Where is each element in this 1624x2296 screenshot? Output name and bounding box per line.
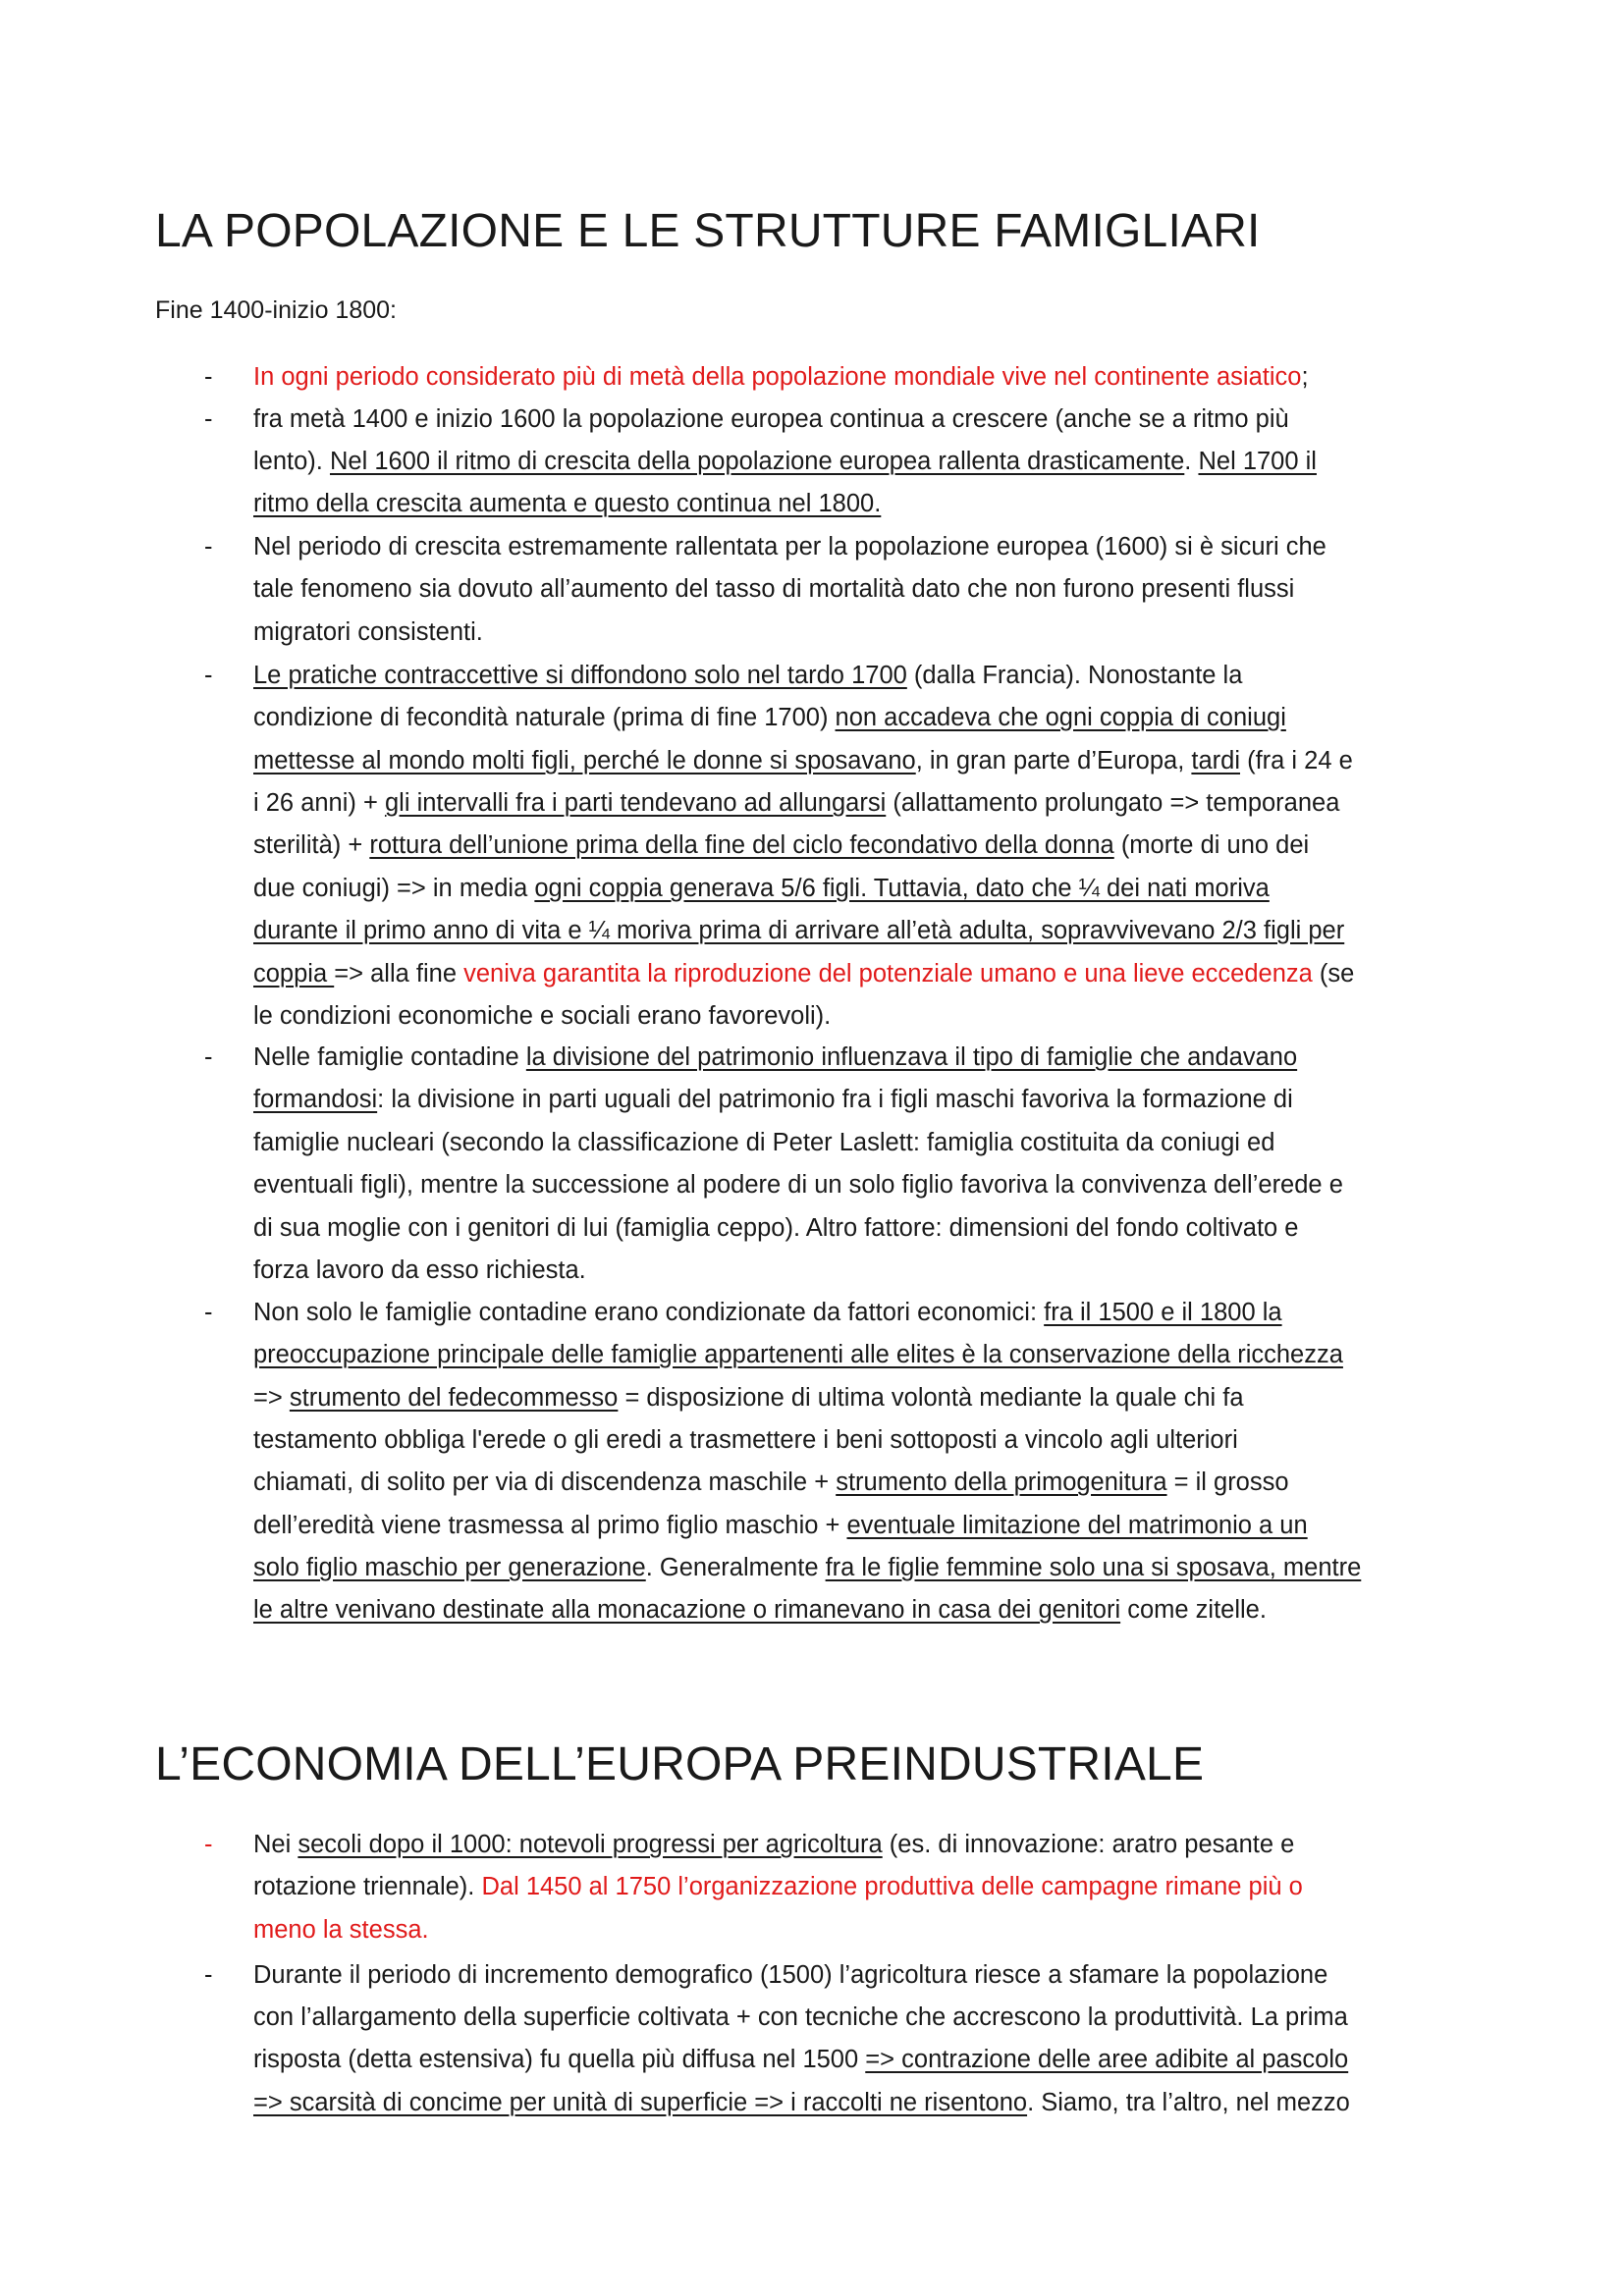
text-line xyxy=(253,2091,1350,2116)
intro-text: Fine 1400-inizio 1800: xyxy=(155,296,397,324)
text-line xyxy=(253,1386,1244,1412)
underlined-text: fra il 1500 e il 1800 la xyxy=(1044,1299,1282,1326)
underlined-text: strumento della primogenitura xyxy=(836,1468,1167,1496)
text-line xyxy=(253,1216,1299,1242)
underlined-text: le altre venivano destinate alla monacazione o rimanevano in casa dei genitori xyxy=(253,1596,1121,1624)
bullet-dash: - xyxy=(204,662,213,689)
text-span: famiglie nucleari (secondo la classificazione di Peter Laslett: famiglia costituita da coniugi ed xyxy=(253,1129,1275,1156)
text-span: : la divisione in parti uguali del patrimonio fra i figli maschi favoriva la formazione di xyxy=(377,1086,1293,1113)
text-line xyxy=(253,1556,1361,1581)
underlined-text: => contrazione delle aree adibite al pascolo xyxy=(865,2046,1349,2073)
underlined-text: Nel 1700 il xyxy=(1198,448,1317,475)
text-line xyxy=(253,919,1344,944)
underlined-text: Nel 1600 il ritmo di crescita della popolazione europea rallenta drasticamente xyxy=(329,448,1185,475)
text-line xyxy=(253,492,881,517)
text-span: . Siamo, tra l’altro, nel mezzo xyxy=(1027,2089,1350,2116)
text-line xyxy=(253,749,1353,774)
text-span: (se xyxy=(1312,960,1355,988)
section-title-economy: L’ECONOMIA DELL’EUROPA PREINDUSTRIALE xyxy=(155,1738,1205,1790)
text-line xyxy=(253,2048,1348,2073)
text-span: migratori consistenti. xyxy=(253,618,483,646)
text-span: => alla fine xyxy=(334,960,464,988)
text-span: eventuali figli), mentre la successione al podere di un solo figlio favoriva la convivenza dell’erede e xyxy=(253,1171,1343,1199)
underlined-text: tardi xyxy=(1191,747,1241,774)
text-line xyxy=(253,620,483,646)
text-span: chiamati, di solito per via di discendenza maschile + xyxy=(253,1468,837,1496)
underlined-text: mettesse al mondo molti figli, perché le donne si sposavano xyxy=(253,747,916,774)
text-span: di sua moglie con i genitori di lui (famiglia ceppo). Altro fattore: dimensioni del fondo coltivato e xyxy=(253,1214,1299,1242)
text-span: rotazione triennale). xyxy=(253,1873,482,1900)
text-span: testamento obbliga l'erede o gli eredi a trasmettere i beni sottoposti a vincolo agli ulteriori xyxy=(253,1426,1238,1454)
text-span: (es. di innovazione: aratro pesante e xyxy=(882,1831,1295,1858)
underlined-text: la divisione del patrimonio influenzava il tipo di famiglie che andavano xyxy=(525,1043,1298,1071)
text-span: condizione di fecondità naturale (prima di fine 1700) xyxy=(253,704,836,731)
underlined-text: rottura dell’unione prima della fine del ciclo fecondativo della donna xyxy=(369,831,1114,859)
text-span: ; xyxy=(1301,363,1309,391)
underlined-text: => scarsità di concime per unità di superficie => i raccolti ne risentono xyxy=(253,2089,1028,2116)
bullet-dash: - xyxy=(204,363,213,391)
text-span: Nel periodo di crescita estremamente rallentata per la popolazione europea (1600) si è sicuri che xyxy=(253,533,1326,561)
highlight-red-text: meno la stessa. xyxy=(253,1916,429,1944)
text-line xyxy=(253,1598,1267,1624)
text-line xyxy=(253,535,1326,561)
text-span: = il grosso xyxy=(1166,1468,1289,1496)
underlined-text: preoccupazione principale delle famiglie appartenenti alle elites è la conservazione della ricchezza xyxy=(253,1341,1343,1368)
text-line xyxy=(253,365,1309,391)
text-span: (dalla Francia). Nonostante la xyxy=(906,662,1243,689)
text-line xyxy=(253,1343,1343,1368)
text-span: Nei xyxy=(253,1831,298,1858)
bullet-dash: - xyxy=(204,405,213,433)
bullet-dash: - xyxy=(204,1831,213,1858)
text-span: fra metà 1400 e inizio 1600 la popolazione europea continua a crescere (anche se a ritmo più xyxy=(253,405,1289,433)
text-span: , in gran parte d’Europa, xyxy=(915,747,1192,774)
text-span: = disposizione di ultima volontà mediante la quale chi fa xyxy=(618,1384,1244,1412)
text-span: (morte di uno dei xyxy=(1113,831,1310,859)
text-line xyxy=(253,1301,1282,1326)
text-line xyxy=(253,664,1242,689)
text-span: sterilità) + xyxy=(253,831,370,859)
bullet-dash: - xyxy=(204,1299,213,1326)
text-span: Non solo le famiglie contadine erano condizionate da fattori economici: xyxy=(253,1299,1045,1326)
text-span: dell’eredità viene trasmessa al primo figlio maschio + xyxy=(253,1512,847,1539)
underlined-text: ritmo della crescita aumenta e questo continua nel 1800. xyxy=(253,490,882,517)
text-line xyxy=(253,450,1317,475)
bullet-dash: - xyxy=(204,1043,213,1071)
underlined-text: non accadeva che ogni coppia di coniugi xyxy=(835,704,1286,731)
text-line xyxy=(253,407,1289,433)
text-line xyxy=(253,1833,1294,1858)
highlight-red-text: In ogni periodo considerato più di metà della popolazione mondiale vive nel continente asiatico xyxy=(253,363,1302,391)
text-line xyxy=(253,1004,831,1030)
underlined-text: eventuale limitazione del matrimonio a un xyxy=(846,1512,1308,1539)
text-span: => xyxy=(253,1384,290,1412)
underlined-text: formandosi xyxy=(253,1086,378,1113)
text-span: Nelle famiglie contadine xyxy=(253,1043,526,1071)
text-span: i 26 anni) + xyxy=(253,789,385,817)
text-line xyxy=(253,2005,1348,2031)
text-line xyxy=(253,1514,1308,1539)
text-line xyxy=(253,833,1309,859)
text-span: risposta (detta estensiva) fu quella più diffusa nel 1500 xyxy=(253,2046,866,2073)
text-span: forza lavoro da esso richiesta. xyxy=(253,1256,586,1284)
text-span: lento). xyxy=(253,448,330,475)
underlined-text: Le pratiche contraccettive si diffondono solo nel tardo 1700 xyxy=(253,662,907,689)
highlight-red-text: Dal 1450 al 1750 l’organizzazione produttiva delle campagne rimane più o xyxy=(481,1873,1303,1900)
text-span: con l’allargamento della superficie coltivata + con tecniche che accrescono la produttività. La prima xyxy=(253,2003,1348,2031)
underlined-text: ogni coppia generava 5/6 figli. Tuttavia, dato che ¼ dei nati moriva xyxy=(534,875,1270,902)
text-line xyxy=(253,577,1294,603)
text-line xyxy=(253,877,1270,902)
text-line xyxy=(253,1173,1343,1199)
text-span: (fra i 24 e xyxy=(1240,747,1353,774)
underlined-text: gli intervalli fra i parti tendevano ad allungarsi xyxy=(384,789,887,817)
text-span: le condizioni economiche e sociali erano favorevoli). xyxy=(253,1002,832,1030)
text-span: come zitelle. xyxy=(1120,1596,1267,1624)
text-line xyxy=(253,791,1339,817)
section-title-population: LA POPOLAZIONE E LE STRUTTURE FAMIGLIARI xyxy=(155,205,1261,257)
text-span: tale fenomeno sia dovuto all’aumento del tasso di mortalità dato che non furono presenti flussi xyxy=(253,575,1295,603)
text-line xyxy=(253,1963,1327,1989)
underlined-text: strumento del fedecommesso xyxy=(289,1384,619,1412)
text-line xyxy=(253,1428,1238,1454)
text-line xyxy=(253,1918,429,1944)
text-span: . xyxy=(1184,448,1199,475)
text-line xyxy=(253,1131,1274,1156)
underlined-text: secoli dopo il 1000: notevoli progressi per agricoltura xyxy=(298,1831,883,1858)
bullet-dash: - xyxy=(204,533,213,561)
text-line xyxy=(253,1258,586,1284)
highlight-red-text: veniva garantita la riproduzione del potenziale umano e una lieve eccedenza xyxy=(463,960,1313,988)
text-line xyxy=(253,1088,1293,1113)
text-line xyxy=(253,1875,1303,1900)
text-line xyxy=(253,1470,1289,1496)
underlined-text: fra le figlie femmine solo una si sposava, mentre xyxy=(825,1554,1362,1581)
text-line xyxy=(253,1045,1297,1071)
underlined-text: durante il primo anno di vita e ¼ moriva prima di arrivare all’età adulta, sopravvivevano 2/3 figli per xyxy=(253,917,1345,944)
bullet-dash: - xyxy=(204,1961,213,1989)
text-line xyxy=(253,962,1354,988)
underlined-text: coppia xyxy=(253,960,335,988)
text-span: (allattamento prolungato => temporanea xyxy=(886,789,1340,817)
underlined-text: solo figlio maschio per generazione xyxy=(253,1554,646,1581)
text-line xyxy=(253,706,1286,731)
text-span: due coniugi) => in media xyxy=(253,875,535,902)
text-span: . Generalmente xyxy=(645,1554,826,1581)
text-span: Durante il periodo di incremento demografico (1500) l’agricoltura riesce a sfamare la popolazione xyxy=(253,1961,1328,1989)
